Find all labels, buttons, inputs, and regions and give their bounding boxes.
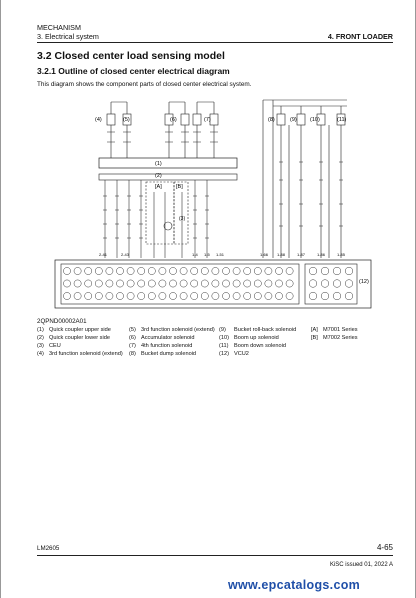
header-book: MECHANISM bbox=[37, 23, 81, 32]
connector-pin bbox=[286, 292, 293, 299]
connector-pin bbox=[127, 292, 134, 299]
intro-text: This diagram shows the component parts of closed center electrical system. bbox=[37, 81, 252, 88]
connector-pin bbox=[275, 292, 282, 299]
connector-pin bbox=[159, 267, 166, 274]
callout-7: (7) bbox=[204, 117, 211, 123]
terminal-label: 1-87 bbox=[297, 252, 306, 257]
connector-pins bbox=[63, 267, 352, 300]
connector-pin bbox=[222, 280, 229, 287]
callout-b: [B] bbox=[176, 184, 183, 190]
connector-pin bbox=[201, 292, 208, 299]
callout-2: (2) bbox=[155, 173, 162, 179]
connector-pin bbox=[127, 267, 134, 274]
connector-pin bbox=[222, 267, 229, 274]
connector-pin bbox=[74, 292, 81, 299]
legend-col-1 bbox=[37, 327, 123, 359]
legend-item: (7) 4th function solenoid bbox=[129, 342, 193, 349]
legend-item: (9) Bucket roll-back solenoid bbox=[219, 327, 297, 333]
connector-pin bbox=[180, 267, 187, 274]
page-number: 4-65 bbox=[376, 543, 393, 552]
connector-pin bbox=[148, 280, 155, 287]
connector-pin bbox=[321, 267, 329, 275]
callout-6: (6) bbox=[170, 117, 177, 123]
callout-4: (4) bbox=[95, 117, 102, 123]
legend-col-4 bbox=[311, 327, 358, 343]
connector-pin bbox=[191, 292, 198, 299]
footer-code: LM2605 bbox=[37, 545, 60, 552]
connector-pin bbox=[159, 292, 166, 299]
callout-1: (1) bbox=[155, 161, 162, 167]
connector-pin bbox=[333, 280, 341, 288]
connector-pin bbox=[116, 292, 123, 299]
subsection-title: 3.2.1 Outline of closed center electrical diagram bbox=[37, 66, 230, 76]
connector-pin bbox=[138, 267, 145, 274]
connector-pin bbox=[180, 280, 187, 287]
wiring-left bbox=[103, 180, 209, 258]
legend-item: (2) Quick coupler lower side bbox=[37, 334, 110, 341]
connector-pin bbox=[201, 267, 208, 274]
connector-pin bbox=[138, 280, 145, 287]
connector-pin bbox=[309, 267, 317, 275]
connector-pin bbox=[345, 280, 353, 288]
terminal-label: 1-51 bbox=[216, 252, 225, 257]
callout-11: (11) bbox=[337, 117, 347, 123]
connector-pin bbox=[286, 280, 293, 287]
connector-pin bbox=[254, 292, 261, 299]
terminal-label: 2-41 bbox=[99, 252, 108, 257]
connector-pin bbox=[244, 280, 251, 287]
callout-9: (9) bbox=[290, 117, 297, 123]
legend-item: [A] M7001 Series bbox=[311, 327, 358, 333]
legend-item: (5) 3rd function solenoid (extend) bbox=[129, 327, 215, 333]
connector-pin bbox=[106, 280, 113, 287]
connector-pin bbox=[95, 267, 102, 274]
solenoid-group-right bbox=[263, 100, 347, 258]
terminal-label: 1-86 bbox=[317, 252, 326, 257]
header-section: 3. Electrical system bbox=[37, 32, 99, 41]
connector-pin bbox=[321, 292, 329, 300]
callout-12: (12) bbox=[359, 279, 369, 285]
legend-item: (11) Boom down solenoid bbox=[219, 342, 286, 349]
connector-pin bbox=[222, 292, 229, 299]
connector-pin bbox=[201, 280, 208, 287]
section-title: 3.2 Closed center load sensing model bbox=[37, 50, 225, 62]
legend-item: [B] M7002 Series bbox=[311, 334, 358, 341]
connector-pin bbox=[191, 280, 198, 287]
legend-col-2 bbox=[129, 327, 215, 359]
connector-pin bbox=[265, 280, 272, 287]
connector-pin bbox=[169, 280, 176, 287]
vcu2-connector-power bbox=[305, 264, 357, 304]
connector-pin bbox=[212, 280, 219, 287]
legend-col-3 bbox=[219, 327, 296, 359]
connector-pin bbox=[275, 280, 282, 287]
connector-pin bbox=[85, 280, 92, 287]
legend-item: (4) 3rd function solenoid (extend) bbox=[37, 350, 123, 357]
connector-pin bbox=[254, 280, 261, 287]
connector-pin bbox=[127, 280, 134, 287]
connector-pin bbox=[180, 292, 187, 299]
connector-pin bbox=[244, 292, 251, 299]
connector-pin bbox=[265, 267, 272, 274]
watermark-link[interactable]: www.epcatalogs.com bbox=[228, 578, 361, 592]
connector-pin bbox=[95, 280, 102, 287]
callout-5: (5) bbox=[123, 117, 130, 123]
diagram-code: 2QPND00002A01 bbox=[37, 318, 87, 325]
callout-3: (3) bbox=[179, 216, 186, 222]
connector-pin bbox=[191, 267, 198, 274]
ceu-block bbox=[99, 158, 237, 168]
connector-pin bbox=[74, 280, 81, 287]
callout-8: (8) bbox=[268, 117, 275, 123]
connector-pin bbox=[286, 267, 293, 274]
terminal-label: 2-43 bbox=[121, 252, 130, 257]
connector-pin bbox=[116, 280, 123, 287]
connector-pin bbox=[106, 267, 113, 274]
legend-item: (8) Bucket dump solenoid bbox=[129, 350, 197, 357]
connector-pin bbox=[85, 292, 92, 299]
legend-item: (10) Boom up solenoid bbox=[219, 334, 279, 341]
connector-pin bbox=[345, 267, 353, 275]
header-left bbox=[37, 23, 99, 41]
connector-pin bbox=[148, 292, 155, 299]
connector-pin bbox=[169, 267, 176, 274]
connector-pin bbox=[244, 267, 251, 274]
connector-pin bbox=[309, 280, 317, 288]
solenoid-group-left bbox=[107, 102, 218, 158]
terminal-label: 1-66 bbox=[260, 252, 269, 257]
connector-pin bbox=[138, 292, 145, 299]
terminal-label: 1-5 bbox=[204, 252, 210, 257]
connector-pin bbox=[63, 267, 70, 274]
connector-pin bbox=[212, 292, 219, 299]
legend-item: (12) VCU2 bbox=[219, 350, 249, 357]
connector-pin bbox=[212, 267, 219, 274]
connector-pin bbox=[309, 292, 317, 300]
legend-item: (3) CEU bbox=[37, 342, 61, 349]
terminal-label: 1-4 bbox=[192, 252, 198, 257]
legend-item: (6) Accumulator solenoid bbox=[129, 334, 195, 341]
callout-a: [A] bbox=[155, 184, 162, 190]
connector-pin bbox=[63, 292, 70, 299]
connector-pin bbox=[233, 280, 240, 287]
connector-pin bbox=[233, 292, 240, 299]
series-b-box bbox=[174, 182, 188, 244]
connector-pin bbox=[159, 280, 166, 287]
connector-pin bbox=[233, 267, 240, 274]
terminal-label: 1-88 bbox=[277, 252, 286, 257]
connector-pin bbox=[63, 280, 70, 287]
connector-pin bbox=[148, 267, 155, 274]
series-a-box bbox=[146, 182, 174, 244]
terminal-label: 1-85 bbox=[337, 252, 346, 257]
connector-pin bbox=[333, 292, 341, 300]
legend-item: (1) Quick coupler upper side bbox=[37, 327, 111, 333]
connector-pin bbox=[254, 267, 261, 274]
connector-pin bbox=[85, 267, 92, 274]
issued-note: KiSC issued 01, 2022 A bbox=[329, 562, 393, 568]
connector-pin bbox=[116, 267, 123, 274]
header-rule bbox=[37, 42, 393, 43]
connector-pin bbox=[333, 267, 341, 275]
callout-10: (10) bbox=[310, 117, 320, 123]
electrical-diagram bbox=[37, 92, 379, 318]
connector-pin bbox=[74, 267, 81, 274]
header-chapter: 4. FRONT LOADER bbox=[327, 32, 393, 41]
connector-pin bbox=[275, 267, 282, 274]
connector-pin bbox=[321, 280, 329, 288]
footer-rule bbox=[37, 555, 393, 556]
connector-pin bbox=[106, 292, 113, 299]
connector-pin bbox=[345, 292, 353, 300]
connector-pin bbox=[265, 292, 272, 299]
connector-pin bbox=[95, 292, 102, 299]
connector-pin bbox=[169, 292, 176, 299]
connector-strip bbox=[99, 174, 237, 180]
